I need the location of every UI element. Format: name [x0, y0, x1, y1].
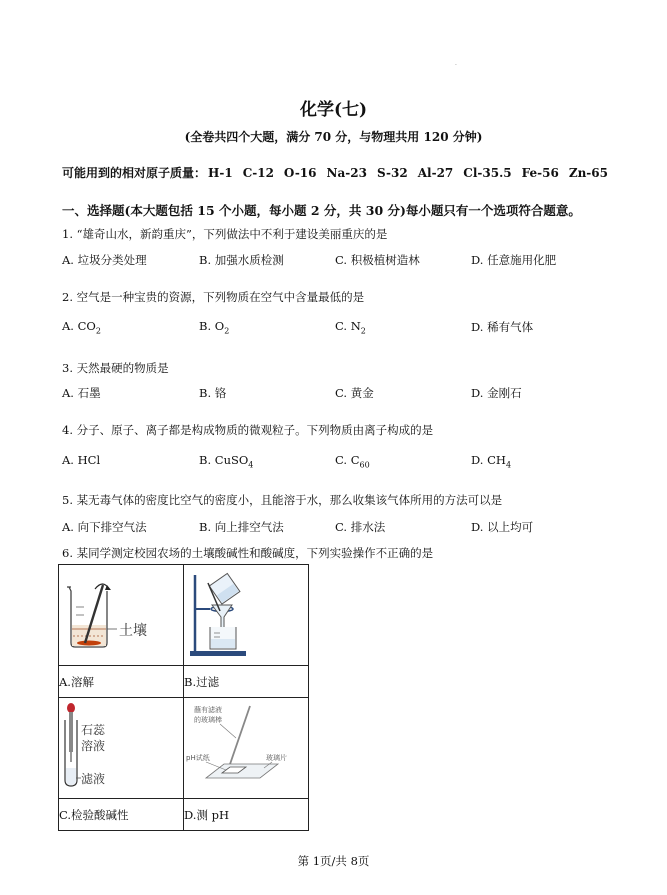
- q6-image-c: [59, 698, 184, 799]
- q4-option-a: A. HCl: [62, 453, 101, 467]
- q2-option-a-letter: A.: [62, 319, 74, 333]
- page-title: 化学(七): [299, 100, 368, 120]
- dissolving-diagram: [59, 565, 183, 661]
- q6-options-table: [58, 564, 309, 831]
- q4-option-c-letter: C.: [335, 453, 348, 467]
- q5-option-d: D. 以上均可: [471, 520, 534, 534]
- mass-item: H-1: [208, 166, 233, 180]
- page-subtitle: (全卷共四个大题，满分 70 分，与物理共用 120 分钟): [184, 130, 483, 144]
- mass-item: C-12: [242, 166, 274, 180]
- q6-image-a: [59, 565, 184, 666]
- q1-option-b: B. 加强水质检测: [199, 253, 284, 267]
- mass-item: Al-27: [417, 166, 454, 180]
- label-litmus-2: 溶液: [81, 739, 106, 753]
- atomic-masses: [62, 164, 618, 181]
- mass-item: Na-23: [326, 166, 367, 180]
- q4-option-d-letter: D.: [471, 453, 484, 467]
- q2-option-a: [62, 319, 101, 335]
- filtration-diagram: [184, 565, 308, 661]
- q2-option-b-letter: B.: [199, 319, 212, 333]
- q3-option-d: D. 金刚石: [471, 386, 522, 400]
- q4-option-c: [335, 453, 370, 469]
- label-litmus-1: 石蕊: [81, 723, 106, 737]
- q6-image-b: [184, 565, 309, 666]
- formula-c60: $C_{60}$: [350, 453, 370, 470]
- q5-option-b: B. 向上排空气法: [199, 520, 284, 534]
- question-2-stem: 2. 空气是一种宝贵的资源，下列物质在空气中含量最低的是: [62, 290, 365, 304]
- q2-option-d: D. 稀有气体: [471, 320, 534, 334]
- formula-cuso4: CuSO$_4$: [214, 453, 254, 470]
- question-1-stem: 1. “雄奇山水，新韵重庆”，下列做法中不利于建设美丽重庆的是: [62, 227, 388, 241]
- q6-caption-a: A.溶解: [59, 666, 184, 698]
- label-ph-paper: pH试纸: [186, 754, 210, 762]
- question-6-stem: 6. 某同学测定校园农场的土壤酸碱性和酸碱度，下列实验操作不正确的是: [62, 546, 434, 560]
- label-rod-2: 的玻璃棒: [194, 716, 222, 724]
- q5-option-a: A. 向下排空气法: [62, 520, 147, 534]
- q6-caption-b: B.过滤: [184, 666, 309, 698]
- q1-option-d: D. 任意施用化肥: [471, 253, 557, 267]
- atomic-masses-label: 可能用到的相对原子质量：: [62, 166, 207, 180]
- question-5-stem: 5. 某无毒气体的密度比空气的密度小，且能溶于水，那么收集该气体所用的方法可以是: [62, 493, 503, 507]
- mass-item: S-32: [376, 166, 408, 180]
- q3-option-b: B. 铬: [199, 386, 227, 400]
- q4-option-d: [471, 453, 511, 469]
- label-filtrate: 滤液: [81, 772, 106, 786]
- question-4-stem: 4. 分子、原子、离子都是构成物质的微观粒子。下列物质由离子构成的是: [62, 423, 434, 437]
- q3-option-c: C. 黄金: [335, 386, 374, 400]
- q6-caption-c: C.检验酸碱性: [59, 799, 184, 831]
- mass-item: Cl-35.5: [463, 166, 512, 180]
- question-3-stem: 3. 天然最硬的物质是: [62, 361, 169, 375]
- mass-item: O-16: [283, 166, 317, 180]
- q3-option-a: A. 石墨: [62, 386, 101, 400]
- q4-option-b-letter: B.: [199, 453, 212, 467]
- mass-item: Fe-56: [521, 166, 559, 180]
- formula-ch4: $CH_4$: [487, 453, 512, 470]
- q6-caption-d: D.测 pH: [184, 799, 309, 831]
- formula-co2: $CO_2$: [77, 319, 101, 336]
- q1-option-c: C. 积极植树造林: [335, 253, 420, 267]
- q2-option-c-letter: C.: [335, 319, 348, 333]
- label-glass-slide: 玻璃片: [266, 754, 287, 762]
- decorative-dot: ·: [455, 62, 457, 69]
- q2-option-c: [335, 319, 366, 335]
- formula-o2: $O_2$: [214, 319, 230, 336]
- ph-test-diagram: [184, 698, 308, 794]
- label-soil: 土壤: [119, 623, 147, 639]
- mass-item: Zn-65: [568, 166, 608, 180]
- litmus-test-diagram: [59, 698, 183, 794]
- formula-n2: $N_2$: [350, 319, 366, 336]
- q2-option-b: [199, 319, 229, 335]
- q4-option-b: [199, 453, 253, 469]
- q6-image-d: [184, 698, 309, 799]
- q1-option-a: A. 垃圾分类处理: [62, 253, 147, 267]
- q5-option-c: C. 排水法: [335, 520, 386, 534]
- section-heading: 一、选择题(本大题包括 15 个小题，每小题 2 分，共 30 分)每小题只有一个选项符合题意。: [62, 203, 581, 218]
- label-rod-1: 蘸有滤液: [194, 706, 222, 714]
- page-footer: 第 1页/共 8页: [297, 854, 370, 868]
